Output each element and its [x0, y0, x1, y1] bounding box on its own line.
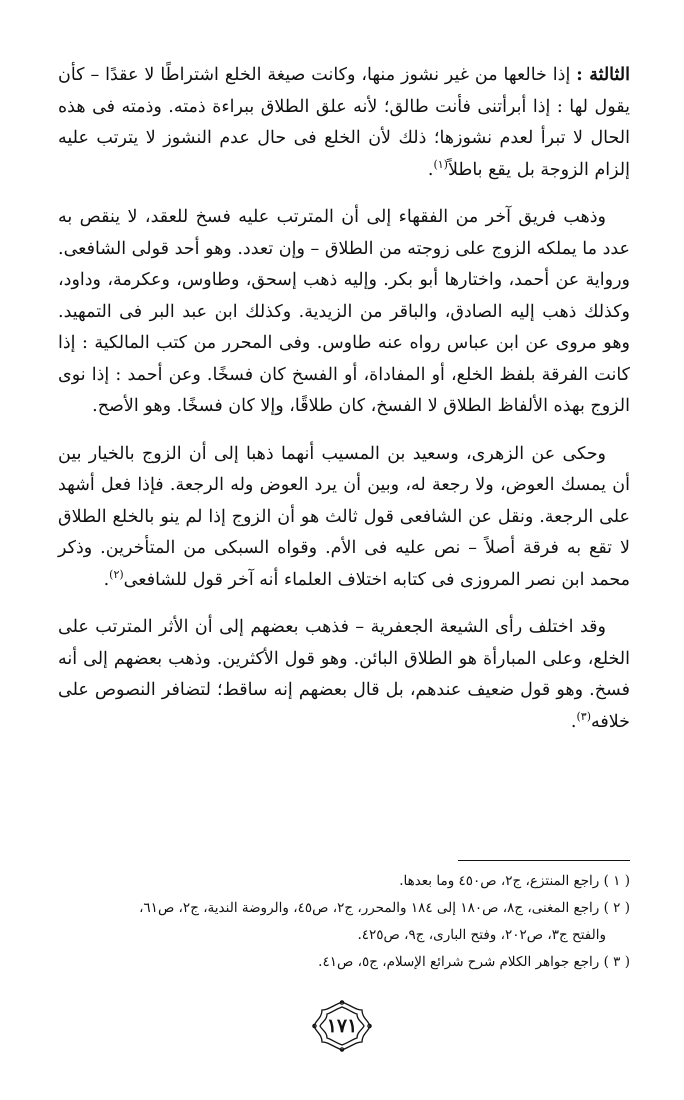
footnote-3-text: راجع جواهر الكلام شرح شرائع الإسلام، ج٥، ص٤١.: [318, 954, 600, 970]
main-text: [58, 60, 630, 754]
footnote-ref-2: (٢): [109, 567, 124, 581]
footnote-3-number: ( ٣ ): [603, 954, 630, 970]
footnote-2-text: راجع المغنى، ج٨، ص١٨٠ إلى ١٨٤ والمحرر، ج٢، ص٤٥، والروضة الندية، ج٢، ص٦١،: [139, 900, 600, 916]
paragraph-2: [58, 202, 630, 423]
paragraph-4-tail: .: [570, 711, 577, 732]
footnote-1-number: ( ١ ): [603, 873, 630, 889]
footnote-2-number: ( ٢ ): [603, 900, 630, 916]
paragraph-1: [58, 60, 630, 186]
page-number: ١٧١: [326, 1015, 358, 1037]
footnote-1-text: راجع المنتزع، ج٢، ص٤٥٠ وما بعدها.: [399, 873, 600, 889]
paragraph-4-text: وقد اختلف رأى الشيعة الجعفرية – فذهب بعضهم إلى أن الأثر المترتب على الخلع، وعلى المبارأة هو الطلاق البائن. وهو قول الأكثرين. وذهب بعضهم إلى أنه فسخ. وهو قول ضعيف عندهم، بل قال بعضهم إنه ساقط؛ لتضافر النصوص على خلافه: [58, 617, 630, 732]
paragraph-2-text: وذهب فريق آخر من الفقهاء إلى أن المترتب عليه فسخ للعقد، لا ينقص به عدد ما يملكه الزوج على زوجته من الطلاق – وإن تعدد. وهو أحد قولى الشافعى. ورواية عن أحمد، واختارها أبو بكر. وإليه ذهب إسحق، وطاوس، وعكرمة، وداود، وكذلك ذهب إليه الصادق، والباقر من الزيدية. وكذلك ابن عبد البر فى التمهيد. وهو مروى عن ابن عباس رواه عنه طاوس. وفى المحرر من كتب المالكية : إذا كانت الفرقة بلفظ الخلع، أو المفاداة، أو الفسخ كان فسخًا. وعن أحمد : إذا نوى الزوج بهذه الألفاظ الطلاق لا الفسخ، كان طلاقًا، وإلا كان فسخًا. وهو الأصح.: [58, 207, 630, 416]
paragraph-3: [58, 439, 630, 597]
paragraph-1-text: إذا خالعها من غير نشوز منها، وكانت صيغة الخلع اشتراطًا لا عقدًا – كأن يقول لها : إذا أبرأتنى فأنت طالق؛ لأنه علق الطلاق ببراءة ذمته. وذمته فى هذه الحال لا تبرأ لعدم نشوزها؛ ذلك لأن الخلع فى حال عدم النشوز لا يترتب عليه إلزام الزوجة بل يقع باطلاً: [58, 65, 630, 180]
paragraph-3-tail: .: [103, 569, 110, 590]
footnote-ref-1: (١): [433, 157, 448, 171]
footnote-2: [58, 895, 630, 949]
paragraph-1-lead: الثالثة :: [576, 65, 630, 85]
footnote-3: [58, 949, 630, 976]
footnote-1: [58, 868, 630, 895]
paragraph-3-text: وحكى عن الزهرى، وسعيد بن المسيب أنهما ذهبا إلى أن الزوج بالخيار بين أن يمسك العوض، ولا رجعة له، وبين أن يرد العوض وله الرجعة. فإذا فعل أشهد على الرجعة. ونقل عن الشافعى قول ثالث هو أن الزوج إذا لم ينو بالخلع الطلاق لا تقع به فرقة أصلاً – نص عليه فى الأم. وقواه السبكى من المتأخرين. وذكر محمد ابن نصر المروزى فى كتابه اختلاف العلماء أنه آخر قول للشافعى: [58, 443, 630, 590]
paragraph-1-tail: .: [427, 159, 434, 180]
paragraph-4: [58, 612, 630, 738]
footnote-ref-3: (٣): [576, 709, 591, 723]
footnotes: [58, 868, 630, 976]
footnote-divider: [458, 860, 630, 861]
footnote-2-continuation: والفتح ج٣، ص٢٠٢، وفتح البارى، ج٩، ص٤٢٥.: [357, 927, 606, 943]
